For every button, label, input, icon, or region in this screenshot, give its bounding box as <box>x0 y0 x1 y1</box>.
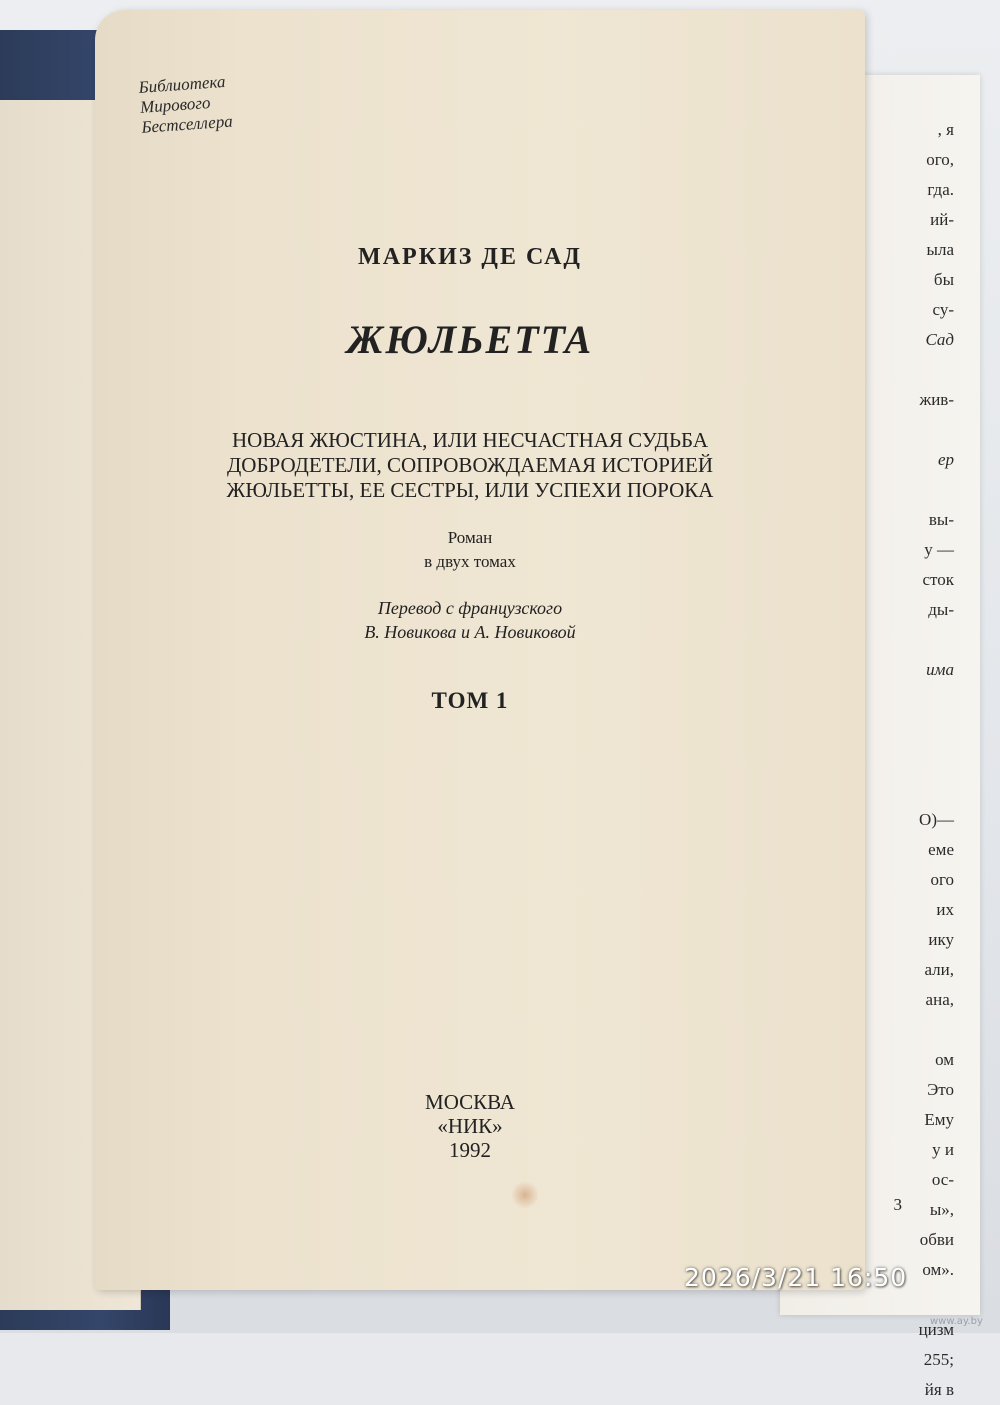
back-fragment: ды- <box>928 600 954 619</box>
back-fragment: , я <box>937 120 954 139</box>
back-fragment: ом». <box>922 1260 954 1279</box>
back-fragment: ы», <box>929 1200 954 1219</box>
genre-line: в двух томах <box>424 552 516 571</box>
series-label <box>138 69 272 138</box>
back-fragment: сток <box>922 570 954 589</box>
paper-stain <box>512 1180 538 1210</box>
back-fragment: ана, <box>925 990 954 1009</box>
back-fragment: цизм <box>918 1320 954 1339</box>
back-fragment: ого, <box>926 150 954 169</box>
publisher-city: МОСКВА <box>425 1090 515 1114</box>
back-fragment: 255; <box>923 1350 954 1369</box>
page-number: 3 <box>893 1195 902 1214</box>
back-fragment: еме <box>928 840 954 859</box>
back-fragment: гда. <box>927 180 954 199</box>
back-fragment: Сад <box>925 330 954 349</box>
back-fragment: ого <box>930 870 954 889</box>
back-fragment: у — <box>924 540 954 559</box>
back-fragment: ий- <box>930 210 954 229</box>
back-fragment: ыла <box>926 240 954 259</box>
back-fragment: Ему <box>924 1110 954 1129</box>
subtitle-line: ЖЮЛЬЕТТЫ, ЕЕ СЕСТРЫ, ИЛИ УСПЕХИ ПОРОКА <box>226 478 714 502</box>
subtitle-line: НОВАЯ ЖЮСТИНА, ИЛИ НЕСЧАСТНАЯ СУДЬБА <box>232 428 708 452</box>
author-name: МАРКИЗ ДЕ САД <box>358 244 582 270</box>
back-fragment: йя в <box>924 1380 954 1399</box>
back-fragment: Это <box>927 1080 954 1099</box>
back-fragment: у и <box>932 1140 954 1159</box>
photo-timestamp: 2026/3/21 16:50 <box>684 1263 908 1292</box>
publisher-block <box>130 1090 810 1162</box>
publication-year: 1992 <box>449 1138 491 1162</box>
book-subtitle <box>130 428 810 503</box>
back-fragment: али, <box>924 960 954 979</box>
back-fragment: вы- <box>928 510 954 529</box>
translation-credit <box>130 596 810 644</box>
back-fragment: ом <box>935 1050 954 1069</box>
translation-line: В. Новикова и А. Новиковой <box>364 622 576 642</box>
back-fragment: су- <box>932 300 954 319</box>
series-label-line: Бестселлера <box>140 111 234 137</box>
back-fragment: има <box>926 660 954 679</box>
back-fragment: жив- <box>919 390 954 409</box>
back-fragment: ос- <box>931 1170 954 1189</box>
genre-line: Роман <box>447 528 493 547</box>
publisher-name: «НИК» <box>437 1114 503 1138</box>
series-label-line: Мирового <box>139 93 212 117</box>
genre <box>130 526 810 574</box>
series-label-line: Библиотека <box>138 71 227 97</box>
back-fragment: О)— <box>919 810 954 829</box>
back-fragment: их <box>936 900 954 919</box>
translation-line: Перевод с французского <box>377 598 563 618</box>
back-fragment: бы <box>933 270 954 289</box>
book-title: ЖЮЛЬЕТТА <box>346 317 594 362</box>
volume-label: ТОМ 1 <box>431 688 509 713</box>
subtitle-line: ДОБРОДЕТЕЛИ, СОПРОВОЖДАЕМАЯ ИСТОРИЕЙ <box>226 453 714 477</box>
back-fragment: обви <box>919 1230 954 1249</box>
back-fragment: ер <box>937 450 954 469</box>
watermark: www.ay.by <box>930 1316 983 1327</box>
back-fragment: ику <box>928 930 954 949</box>
